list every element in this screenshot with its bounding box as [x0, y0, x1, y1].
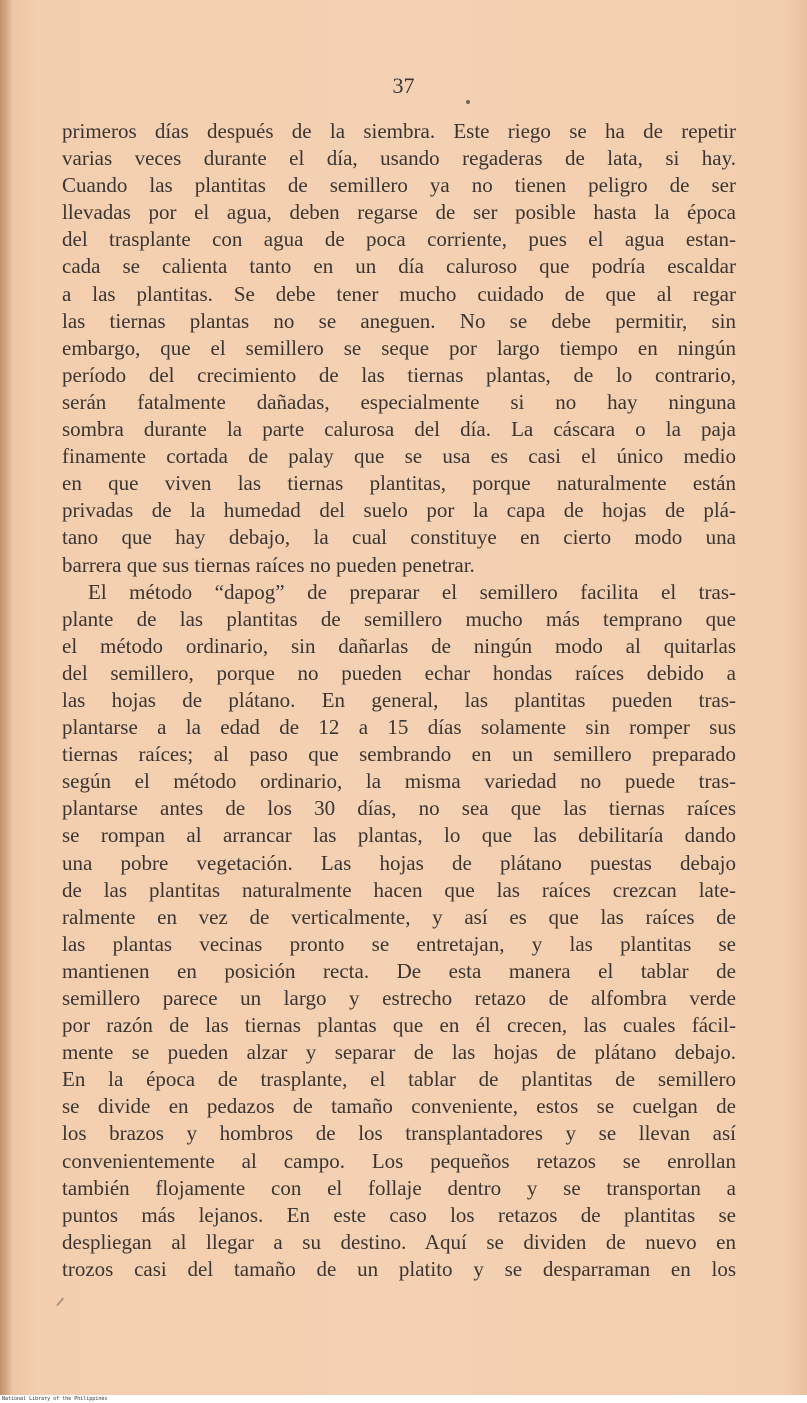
text-line: varias veces durante el día, usando regaderas de lata, si hay. — [62, 146, 736, 171]
text-line: también flojamente con el follaje dentro y se transportan a — [62, 1175, 736, 1200]
paragraph-end-line: barrera que sus tiernas raíces no pueden penetrar. — [62, 552, 475, 577]
text-line: según el método ordinario, la misma variedad no puede tras- — [62, 769, 736, 794]
library-credit: National Library of the Philippines — [2, 1396, 108, 1402]
pencil-mark — [56, 1297, 72, 1312]
ink-speck — [466, 100, 470, 104]
text-line: por razón de las tiernas plantas que en él crecen, las cuales fácil- — [62, 1013, 736, 1038]
text-line: tano que hay debajo, la cual constituye en cierto modo una — [62, 525, 736, 550]
text-line: las plantas vecinas pronto se entretajan, y las plantitas se — [62, 931, 736, 956]
text-line: se divide en pedazos de tamaño conveniente, estos se cuelgan de — [62, 1094, 736, 1119]
text-line: del semillero, porque no pueden echar hondas raíces debido a — [62, 660, 736, 685]
text-line: puntos más lejanos. En este caso los retazos de plantitas se — [62, 1202, 736, 1227]
text-line: del trasplante con agua de poca corriente, pues el agua estan- — [62, 227, 736, 252]
text-line: finamente cortada de palay que se usa es casi el único medio — [62, 444, 736, 469]
text-line: las hojas de plátano. En general, las plantitas pueden tras- — [62, 687, 736, 712]
text-line: de las plantitas naturalmente hacen que las raíces crezcan late- — [62, 877, 736, 902]
text-line: a las plantitas. Se debe tener mucho cuidado de que al regar — [62, 281, 736, 306]
text-line: los brazos y hombros de los transplantadores y se llevan así — [62, 1121, 736, 1146]
text-line: despliegan al llegar a su destino. Aquí se dividen de nuevo en — [62, 1229, 736, 1254]
text-line: ralmente en vez de verticalmente, y así es que las raíces de — [62, 904, 736, 929]
text-line: plantarse a la edad de 12 a 15 días solamente sin romper sus — [62, 715, 736, 740]
text-line: llevadas por el agua, deben regarse de ser posible hasta la época — [62, 200, 736, 225]
paragraph-start-line: El método “dapog” de preparar el semillero facilita el tras- — [88, 579, 736, 604]
text-line: se rompan al arrancar las plantas, lo que las debilitaría dando — [62, 823, 736, 848]
page-edge-shadow — [0, 0, 12, 1395]
text-line: tiernas raíces; al paso que sembrando en un semillero preparado — [62, 742, 736, 767]
text-line: En la época de trasplante, el tablar de plantitas de semillero — [62, 1067, 736, 1092]
text-line: embargo, que el semillero se seque por largo tiempo en ningún — [62, 335, 736, 360]
text-line: primeros días después de la siembra. Este riego se ha de repetir — [62, 119, 736, 143]
text-line: plante de las plantitas de semillero mucho más temprano que — [62, 606, 736, 631]
text-line: Cuando las plantitas de semillero ya no tienen peligro de ser — [62, 173, 736, 198]
text-line: sombra durante la parte calurosa del día. La cáscara o la paja — [62, 417, 736, 442]
text-line: el método ordinario, sin dañarlas de ningún modo al quitarlas — [62, 633, 736, 658]
body-text — [62, 118, 736, 1283]
text-line: cada se calienta tanto en un día caluroso que podría escaldar — [62, 254, 736, 279]
text-line: privadas de la humedad del suelo por la capa de hojas de plá- — [62, 498, 736, 523]
text-line: trozos casi del tamaño de un platito y se desparraman en los — [62, 1256, 736, 1281]
text-line: las tiernas plantas no se aneguen. No se debe permitir, sin — [62, 308, 736, 333]
page-number: 37 — [392, 73, 415, 98]
text-line: semillero parece un largo y estrecho retazo de alfombra verde — [62, 986, 736, 1010]
footer-strip — [0, 1395, 807, 1403]
text-line: mantienen en posición recta. De esta manera el tablar de — [62, 958, 736, 983]
text-line: plantarse antes de los 30 días, no sea que las tiernas raíces — [62, 796, 736, 821]
text-line: período del crecimiento de las tiernas plantas, de lo contrario, — [62, 362, 736, 387]
text-line: serán fatalmente dañadas, especialmente si no hay ninguna — [62, 389, 736, 414]
text-line: en que viven las tiernas plantitas, porque naturalmente están — [62, 471, 736, 496]
text-line: una pobre vegetación. Las hojas de plátano puestas debajo — [62, 850, 736, 875]
text-line: convenientemente al campo. Los pequeños retazos se enrollan — [62, 1148, 736, 1173]
text-line: mente se pueden alzar y separar de las hojas de plátano debajo. — [62, 1040, 736, 1065]
